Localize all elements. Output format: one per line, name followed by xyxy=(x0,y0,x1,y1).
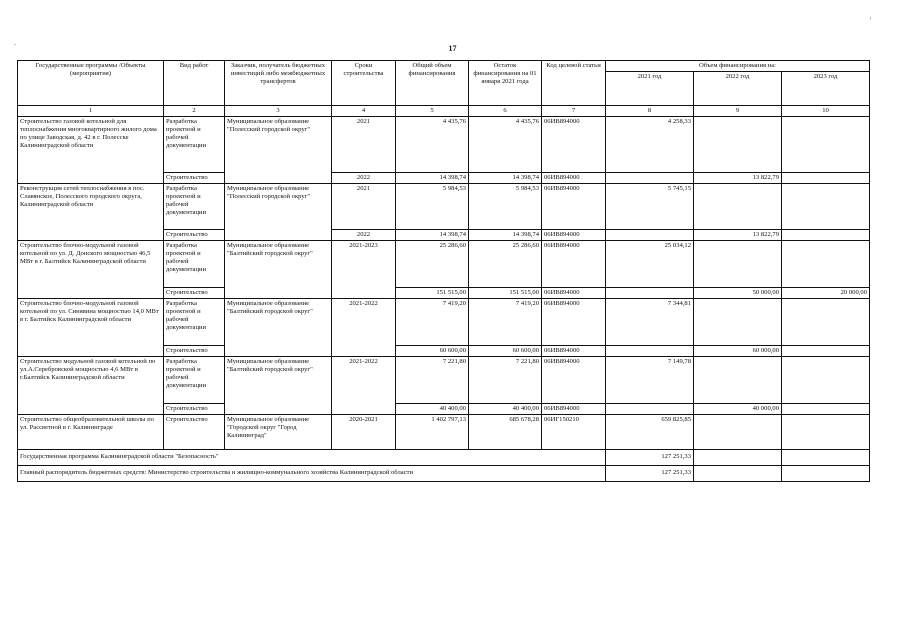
customer: Муниципальное образование "Полесский городской округ" xyxy=(225,183,332,240)
funding-2022 xyxy=(694,298,782,345)
customer: Муниципальное образование "Городской округ "Город Калининград" xyxy=(225,414,332,449)
funding-2022 xyxy=(694,116,782,172)
term: 2022 xyxy=(332,229,396,240)
funding-2021 xyxy=(606,345,694,356)
col-number: 3 xyxy=(225,105,332,116)
funding-2023 xyxy=(782,229,870,240)
table-row xyxy=(18,414,870,449)
manager-total-2021: 127 251,33 xyxy=(606,465,694,481)
total: 7 419,20 xyxy=(396,298,469,345)
code: 06ИВ894000 xyxy=(542,240,606,287)
funding-2023 xyxy=(782,172,870,183)
funding-2022: 40 000,00 xyxy=(694,403,782,414)
program-total-2021: 127 251,33 xyxy=(606,449,694,465)
funding-2022: 60 000,00 xyxy=(694,345,782,356)
program-total-2022 xyxy=(694,449,782,465)
object-name: Реконструкция сетей теплоснабжения в пос. Славянское, Полесского городского округа, Калининградской области xyxy=(18,183,164,240)
funding-2022: 13 822,79 xyxy=(694,229,782,240)
header-2021: 2021 год xyxy=(606,71,694,105)
col-number: 10 xyxy=(782,105,870,116)
scan-mark-left: . xyxy=(14,38,16,47)
code: 06ИВ894000 xyxy=(542,345,606,356)
object-name: Строительство модульной газовой котельной по ул.А.Серебровской мощностью 4,6 МВт в г.Балтийск Калининградской области xyxy=(18,356,164,414)
page-number: 17 xyxy=(448,44,457,53)
code: 06ИВ894000 xyxy=(542,356,606,403)
remainder: 7 221,80 xyxy=(469,356,542,403)
remainder: 14 398,74 xyxy=(469,229,542,240)
funding-2023 xyxy=(782,240,870,287)
funding-2021: 7 149,78 xyxy=(606,356,694,403)
funding-2023 xyxy=(782,414,870,449)
term: 2020-2021 xyxy=(332,414,396,449)
header-customer: Заказчик, получатель бюджетных инвестиций либо межбюджетных трансфертов xyxy=(225,61,332,106)
total: 25 286,60 xyxy=(396,240,469,287)
funding-2022: 13 822,79 xyxy=(694,172,782,183)
term: 2021 xyxy=(332,183,396,229)
header-code: Код целевой статьи xyxy=(542,61,606,106)
total: 1 402 797,13 xyxy=(396,414,469,449)
table-row xyxy=(18,183,870,229)
customer: Муниципальное образование "Балтийский городской округ" xyxy=(225,298,332,356)
total: 60 600,00 xyxy=(396,345,469,356)
col-number: 5 xyxy=(396,105,469,116)
work-type: Разработка проектной и рабочей документации xyxy=(164,116,225,172)
funding-2023 xyxy=(782,116,870,172)
header-total: Общий объем финансирования xyxy=(396,61,469,106)
funding-2021 xyxy=(606,172,694,183)
header-work-type: Вид работ xyxy=(164,61,225,106)
total: 14 398,74 xyxy=(396,172,469,183)
table-row xyxy=(18,356,870,403)
object-name: Строительство газовой котельной для теплоснабжения многоквартирного жилого дома по улице Заводская, д. 42 в г. Полесске Калининградской области xyxy=(18,116,164,183)
code: 06ИГ150210 xyxy=(542,414,606,449)
table-row xyxy=(18,298,870,345)
col-number: 9 xyxy=(694,105,782,116)
header-2022: 2022 год xyxy=(694,71,782,105)
term: 2021 xyxy=(332,116,396,172)
remainder: 40 400,00 xyxy=(469,403,542,414)
table-row xyxy=(18,116,870,172)
col-number: 4 xyxy=(332,105,396,116)
total: 14 398,74 xyxy=(396,229,469,240)
header-remainder: Остаток финансирования на 01 января 2021 года xyxy=(469,61,542,106)
term: 2022 xyxy=(332,172,396,183)
program-total-row xyxy=(18,449,870,465)
header-2023: 2023 год xyxy=(782,71,870,105)
funding-2021: 659 825,85 xyxy=(606,414,694,449)
funding-2022 xyxy=(694,414,782,449)
program-total-2023 xyxy=(782,449,870,465)
term: 2021-2023 xyxy=(332,240,396,298)
col-number: 8 xyxy=(606,105,694,116)
funding-2021: 5 745,15 xyxy=(606,183,694,229)
work-type: Строительство xyxy=(164,287,225,298)
manager-total-2023 xyxy=(782,465,870,481)
term: 2021-2022 xyxy=(332,298,396,356)
col-number: 2 xyxy=(164,105,225,116)
customer: Муниципальное образование "Полесский городской округ" xyxy=(225,116,332,183)
code: 06ИВ894000 xyxy=(542,403,606,414)
funding-2021: 25 034,12 xyxy=(606,240,694,287)
total: 5 984,53 xyxy=(396,183,469,229)
code: 06ИВ894000 xyxy=(542,172,606,183)
work-type: Строительство xyxy=(164,414,225,449)
term: 2021-2022 xyxy=(332,356,396,414)
remainder: 60 600,00 xyxy=(469,345,542,356)
table-row xyxy=(18,240,870,287)
funding-2022 xyxy=(694,240,782,287)
remainder: 25 286,60 xyxy=(469,240,542,287)
remainder: 7 419,20 xyxy=(469,298,542,345)
funding-2023 xyxy=(782,183,870,229)
remainder: 151 515,00 xyxy=(469,287,542,298)
remainder: 685 678,28 xyxy=(469,414,542,449)
work-type: Строительство xyxy=(164,172,225,183)
work-type: Строительство xyxy=(164,229,225,240)
object-name: Строительство общеобразовательной школы по ул. Рассветной в г. Калининграде xyxy=(18,414,164,449)
total: 151 515,00 xyxy=(396,287,469,298)
total: 7 221,80 xyxy=(396,356,469,403)
funding-2023 xyxy=(782,356,870,403)
remainder: 5 984,53 xyxy=(469,183,542,229)
funding-2021 xyxy=(606,287,694,298)
object-name: Строительство блочно-модульной газовой котельной по ул. Синявина мощностью 14,0 МВт в г. Балтийск Калининградской области xyxy=(18,298,164,356)
code: 06ИВ894000 xyxy=(542,287,606,298)
program-total-label: Государственная программа Калининградской области "Безопасность" xyxy=(18,449,606,465)
work-type: Разработка проектной и рабочей документации xyxy=(164,356,225,403)
header-program: Государственные программы /Объекты (мероприятия) xyxy=(18,61,164,106)
funding-2021: 7 344,81 xyxy=(606,298,694,345)
work-type: Разработка проектной и рабочей документации xyxy=(164,240,225,287)
manager-total-2022 xyxy=(694,465,782,481)
funding-2023 xyxy=(782,298,870,345)
total: 40 400,00 xyxy=(396,403,469,414)
code: 06ИВ894000 xyxy=(542,229,606,240)
code: 06ИВ894000 xyxy=(542,183,606,229)
funding-2021 xyxy=(606,229,694,240)
funding-2021: 4 258,33 xyxy=(606,116,694,172)
funding-2021 xyxy=(606,403,694,414)
customer: Муниципальное образование "Балтийский городской округ" xyxy=(225,356,332,414)
manager-total-label: Главный распорядитель бюджетных средств: Министерство строительства и жилищно-коммунального хозяйства Калининградской области xyxy=(18,465,606,481)
funding-2022 xyxy=(694,356,782,403)
work-type: Строительство xyxy=(164,403,225,414)
total: 4 435,76 xyxy=(396,116,469,172)
col-number: 1 xyxy=(18,105,164,116)
funding-2023: 20 000,00 xyxy=(782,287,870,298)
col-number: 6 xyxy=(469,105,542,116)
code: 06ИВ894000 xyxy=(542,116,606,172)
header-funding: Объем финансирования на: xyxy=(606,61,870,72)
funding-2022: 50 000,00 xyxy=(694,287,782,298)
scan-mark: ' xyxy=(869,16,871,25)
header-terms: Сроки строительства xyxy=(332,61,396,106)
work-type: Разработка проектной и рабочей документации xyxy=(164,183,225,229)
code: 06ИВ894000 xyxy=(542,298,606,345)
funding-2022 xyxy=(694,183,782,229)
col-number: 7 xyxy=(542,105,606,116)
work-type: Строительство xyxy=(164,345,225,356)
work-type: Разработка проектной и рабочей документации xyxy=(164,298,225,345)
column-numbers-row xyxy=(18,105,870,116)
financing-table xyxy=(17,60,870,482)
remainder: 4 435,76 xyxy=(469,116,542,172)
funding-2023 xyxy=(782,403,870,414)
remainder: 14 398,74 xyxy=(469,172,542,183)
customer: Муниципальное образование "Балтийский городской округ" xyxy=(225,240,332,298)
manager-total-row xyxy=(18,465,870,481)
funding-2023 xyxy=(782,345,870,356)
object-name: Строительство блочно-модульной газовой котельной по ул. Д. Донского мощностью 46,5 МВт в г. Балтийск Калининградской области xyxy=(18,240,164,298)
